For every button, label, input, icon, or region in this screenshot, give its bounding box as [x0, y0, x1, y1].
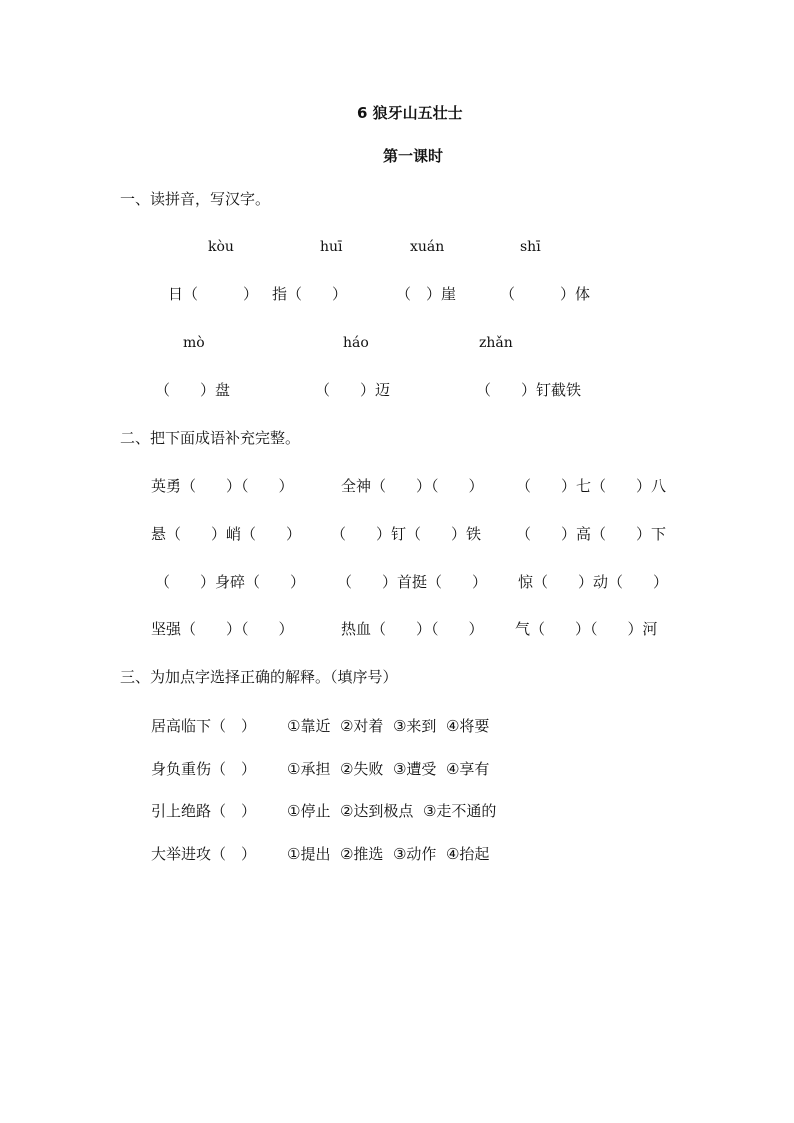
- blank-word-4: （ ）体: [500, 285, 591, 303]
- section-3-heading: 三、为加点字选择正确的解释。（填序号）: [120, 668, 398, 686]
- pinyin-hui: huī: [320, 239, 343, 255]
- idiom-3-3: 惊（ ）动（ ）: [518, 573, 669, 591]
- section-2-heading: 二、把下面成语补充完整。: [120, 429, 301, 447]
- term-2-options: ①承担 ②失败 ③遭受 ④享有: [287, 760, 490, 778]
- idiom-3-1: （ ）身碎（ ）: [155, 573, 306, 591]
- idiom-2-3: （ ）高（ ）下: [516, 525, 667, 543]
- blank-word-6: （ ）迈: [315, 381, 391, 399]
- blank-word-5: （ ）盘: [155, 381, 231, 399]
- idiom-4-2: 热血（ ）（ ）: [341, 620, 484, 638]
- pinyin-hao: háo: [343, 335, 369, 351]
- blank-word-2: 指（ ）: [272, 285, 348, 303]
- idiom-1-3: （ ）七（ ）八: [516, 477, 667, 495]
- term-3-options: ①停止 ②达到极点 ③走不通的: [287, 802, 497, 820]
- pinyin-kou: kòu: [208, 239, 234, 255]
- pinyin-zhan: zhǎn: [479, 335, 513, 351]
- term-2: 身负重伤（ ）: [151, 760, 257, 778]
- term-4-options: ①提出 ②推选 ③动作 ④抬起: [287, 845, 490, 863]
- pinyin-shi: shī: [520, 239, 541, 255]
- page-subtitle: 第一课时: [383, 147, 444, 165]
- term-4: 大举进攻（ ）: [151, 845, 257, 863]
- section-1-heading: 一、读拼音，写汉字。: [120, 190, 271, 208]
- idiom-3-2: （ ）首挺（ ）: [337, 573, 488, 591]
- term-1-options: ①靠近 ②对着 ③来到 ④将要: [287, 717, 490, 735]
- idiom-2-2: （ ）钉（ ）铁: [331, 525, 482, 543]
- idiom-4-3: 气（ ）（ ）河: [515, 620, 658, 638]
- idiom-2-1: 悬（ ）峭（ ）: [151, 525, 302, 543]
- term-1: 居高临下（ ）: [151, 717, 257, 735]
- blank-word-3: （ ）崖: [396, 285, 457, 303]
- blank-word-7: （ ）钉截铁: [476, 381, 582, 399]
- idiom-1-1: 英勇（ ）（ ）: [151, 477, 294, 495]
- idiom-4-1: 坚强（ ）（ ）: [151, 620, 294, 638]
- page-title: 6 狼牙山五壮士: [357, 104, 463, 122]
- blank-word-1: 日（ ）: [168, 285, 259, 303]
- term-3: 引上绝路（ ）: [151, 802, 257, 820]
- pinyin-xuan: xuán: [410, 239, 445, 255]
- pinyin-mo: mò: [183, 335, 205, 351]
- idiom-1-2: 全神（ ）（ ）: [341, 477, 484, 495]
